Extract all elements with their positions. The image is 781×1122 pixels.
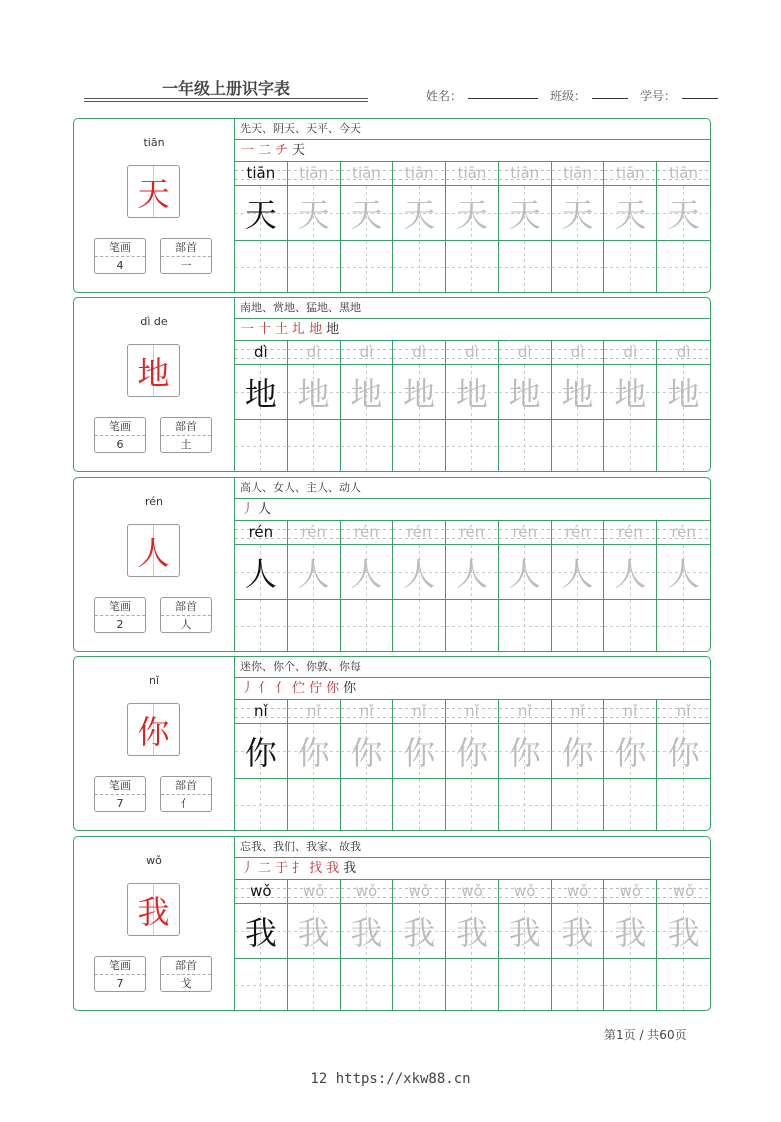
stroke-step: 二 xyxy=(258,143,274,158)
practice-cell[interactable] xyxy=(393,600,446,652)
practice-area xyxy=(235,837,710,1010)
stroke-step: 于 xyxy=(275,861,291,876)
practice-cell[interactable] xyxy=(235,600,288,652)
char-pinyin: dì de xyxy=(140,315,168,328)
stroke-step: 我 xyxy=(343,861,359,876)
pinyin-cell: tiān xyxy=(499,162,552,185)
pinyin-cell: tiān xyxy=(446,162,499,185)
trace-char-cell: 地 xyxy=(604,365,657,419)
practice-cell[interactable] xyxy=(552,779,605,831)
practice-cell[interactable] xyxy=(288,779,341,831)
stroke-count-box xyxy=(94,238,146,274)
radical-value: 戈 xyxy=(180,977,192,990)
title-underline xyxy=(84,98,368,99)
name-label: 姓名： xyxy=(426,89,463,103)
stroke-count-box xyxy=(94,597,146,633)
source-url: 12 https://xkw88.cn xyxy=(310,1071,471,1087)
practice-cell[interactable] xyxy=(288,241,341,293)
stroke-order xyxy=(235,499,710,521)
radical-box xyxy=(160,417,212,453)
practice-cell[interactable] xyxy=(341,600,394,652)
word-list: 南地、赏地、猛地、黑地 xyxy=(235,298,710,319)
pinyin-cell: wǒ xyxy=(393,880,446,903)
practice-cell[interactable] xyxy=(657,779,710,831)
char-card xyxy=(73,836,711,1011)
radical-box xyxy=(160,956,212,992)
char-box xyxy=(127,883,180,936)
pinyin-cell: rén xyxy=(499,521,552,544)
pinyin-cell: wǒ xyxy=(341,880,394,903)
stroke-step: チ xyxy=(275,143,291,158)
trace-char-cell: 我 xyxy=(552,904,605,958)
blank-row xyxy=(235,241,710,293)
char-box xyxy=(127,524,180,577)
stroke-count-value: 4 xyxy=(116,259,124,272)
pinyin-cell: dì xyxy=(235,341,288,364)
practice-cell[interactable] xyxy=(446,600,499,652)
char-row xyxy=(235,365,710,420)
char-large: 你 xyxy=(137,712,170,751)
trace-char-cell: 天 xyxy=(288,186,341,240)
radical-value: 一 xyxy=(180,259,192,272)
pinyin-cell: rén xyxy=(604,521,657,544)
stroke-step: 二 xyxy=(258,861,274,876)
pinyin-cell: wǒ xyxy=(235,880,288,903)
trace-char-cell: 天 xyxy=(341,186,394,240)
pinyin-cell: tiān xyxy=(341,162,394,185)
char-info xyxy=(74,837,235,1010)
stroke-count-box xyxy=(94,776,146,812)
trace-char-cell: 你 xyxy=(552,724,605,778)
practice-cell[interactable] xyxy=(446,779,499,831)
pinyin-row xyxy=(235,341,710,365)
pinyin-cell: tiān xyxy=(604,162,657,185)
practice-cell[interactable] xyxy=(552,600,605,652)
radical-box xyxy=(160,597,212,633)
char-box xyxy=(127,344,180,397)
practice-area xyxy=(235,119,710,292)
char-large: 人 xyxy=(137,533,170,572)
trace-char-cell: 天 xyxy=(657,186,710,240)
practice-cell[interactable] xyxy=(499,959,552,1011)
radical-value: 土 xyxy=(180,438,192,451)
stroke-count-label: 笔画 xyxy=(95,777,145,795)
radical-value: 亻 xyxy=(180,797,192,810)
char-pinyin: wǒ xyxy=(146,854,162,867)
practice-cell[interactable] xyxy=(604,241,657,293)
char-pinyin: rén xyxy=(144,495,164,508)
practice-cell[interactable] xyxy=(499,420,552,472)
pinyin-row xyxy=(235,521,710,545)
stroke-count-label: 笔画 xyxy=(95,957,145,975)
word-list: 先天、阴天、天平、今天 xyxy=(235,119,710,140)
practice-cell[interactable] xyxy=(235,420,288,472)
char-box xyxy=(127,703,180,756)
practice-cell[interactable] xyxy=(393,779,446,831)
practice-cell[interactable] xyxy=(393,420,446,472)
blank-row xyxy=(235,959,710,1011)
stroke-step: 你 xyxy=(343,681,359,696)
model-char-cell: 天 xyxy=(235,186,288,240)
trace-char-cell: 人 xyxy=(341,545,394,599)
practice-cell[interactable] xyxy=(657,600,710,652)
stroke-count-label: 笔画 xyxy=(95,239,145,257)
stroke-step: 一 xyxy=(241,322,257,337)
char-pinyin: tiān xyxy=(143,136,165,149)
pinyin-cell: nǐ xyxy=(235,700,288,723)
trace-char-cell: 地 xyxy=(393,365,446,419)
trace-char-cell: 天 xyxy=(499,186,552,240)
practice-cell[interactable] xyxy=(499,600,552,652)
word-list: 忘我、我们、我家、故我 xyxy=(235,837,710,858)
practice-area xyxy=(235,657,710,830)
trace-char-cell: 我 xyxy=(288,904,341,958)
stroke-step: 找 xyxy=(309,861,325,876)
id-field[interactable] xyxy=(682,87,718,99)
stroke-step: 地 xyxy=(326,322,342,337)
trace-char-cell: 你 xyxy=(446,724,499,778)
student-info xyxy=(426,87,718,104)
char-row xyxy=(235,904,710,959)
trace-char-cell: 你 xyxy=(499,724,552,778)
practice-cell[interactable] xyxy=(288,959,341,1011)
pinyin-cell: tiān xyxy=(657,162,710,185)
pinyin-cell: dì xyxy=(393,341,446,364)
pinyin-cell: rén xyxy=(446,521,499,544)
practice-cell[interactable] xyxy=(341,241,394,293)
stroke-order xyxy=(235,678,710,700)
trace-char-cell: 我 xyxy=(657,904,710,958)
class-field[interactable] xyxy=(592,87,628,99)
stroke-step: 丿 xyxy=(241,681,257,696)
char-info xyxy=(74,478,235,651)
trace-char-cell: 我 xyxy=(341,904,394,958)
radical-label: 部首 xyxy=(161,418,211,436)
practice-cell[interactable] xyxy=(604,420,657,472)
practice-cell[interactable] xyxy=(341,779,394,831)
stroke-count-label: 笔画 xyxy=(95,418,145,436)
stroke-step: 一 xyxy=(241,143,257,158)
pinyin-cell: dì xyxy=(657,341,710,364)
radical-value: 人 xyxy=(180,618,192,631)
practice-cell[interactable] xyxy=(604,779,657,831)
stroke-step: 地 xyxy=(309,322,325,337)
trace-char-cell: 人 xyxy=(446,545,499,599)
practice-cell[interactable] xyxy=(499,241,552,293)
trace-char-cell: 地 xyxy=(288,365,341,419)
char-card xyxy=(73,477,711,652)
pinyin-cell: rén xyxy=(552,521,605,544)
char-large: 我 xyxy=(137,892,170,931)
pinyin-cell: nǐ xyxy=(552,700,605,723)
model-char-cell: 我 xyxy=(235,904,288,958)
radical-box xyxy=(160,776,212,812)
stroke-step: 十 xyxy=(258,322,274,337)
char-large: 地 xyxy=(137,353,170,392)
practice-cell[interactable] xyxy=(657,241,710,293)
practice-cell[interactable] xyxy=(446,241,499,293)
pinyin-cell: wǒ xyxy=(288,880,341,903)
model-char-cell: 你 xyxy=(235,724,288,778)
radical-label: 部首 xyxy=(161,239,211,257)
practice-cell[interactable] xyxy=(657,420,710,472)
pinyin-cell: nǐ xyxy=(604,700,657,723)
pinyin-cell: dì xyxy=(288,341,341,364)
char-info xyxy=(74,119,235,292)
trace-char-cell: 我 xyxy=(604,904,657,958)
pinyin-cell: dì xyxy=(341,341,394,364)
stroke-step: 土 xyxy=(275,322,291,337)
trace-char-cell: 我 xyxy=(393,904,446,958)
stroke-step: 亻 xyxy=(258,681,274,696)
pinyin-cell: nǐ xyxy=(393,700,446,723)
word-list: 高人、女人、主人、动人 xyxy=(235,478,710,499)
trace-char-cell: 我 xyxy=(446,904,499,958)
stroke-count-value: 6 xyxy=(116,438,124,451)
trace-char-cell: 你 xyxy=(341,724,394,778)
pinyin-cell: tiān xyxy=(288,162,341,185)
practice-cell[interactable] xyxy=(446,420,499,472)
stroke-step: 佇 xyxy=(309,681,325,696)
pinyin-cell: rén xyxy=(657,521,710,544)
stroke-step: 你 xyxy=(326,681,342,696)
practice-area xyxy=(235,298,710,471)
char-card xyxy=(73,297,711,472)
stroke-step: 丿 xyxy=(241,502,257,517)
pinyin-row xyxy=(235,700,710,724)
name-field[interactable] xyxy=(468,87,538,99)
pinyin-cell: wǒ xyxy=(446,880,499,903)
stroke-count-value: 7 xyxy=(116,977,124,990)
class-label: 班级： xyxy=(550,89,587,103)
stroke-count-label: 笔画 xyxy=(95,598,145,616)
trace-char-cell: 你 xyxy=(288,724,341,778)
page-title: 一年级上册识字表 xyxy=(161,79,290,98)
trace-char-cell: 地 xyxy=(552,365,605,419)
char-row xyxy=(235,186,710,241)
pinyin-cell: wǒ xyxy=(604,880,657,903)
trace-char-cell: 地 xyxy=(341,365,394,419)
pinyin-cell: dì xyxy=(552,341,605,364)
practice-cell[interactable] xyxy=(235,241,288,293)
practice-cell[interactable] xyxy=(393,241,446,293)
pinyin-cell: nǐ xyxy=(446,700,499,723)
stroke-count-box xyxy=(94,417,146,453)
trace-char-cell: 你 xyxy=(657,724,710,778)
trace-char-cell: 天 xyxy=(604,186,657,240)
stroke-count-box xyxy=(94,956,146,992)
page-number: 第1页 / 共60页 xyxy=(604,1028,687,1042)
radical-label: 部首 xyxy=(161,957,211,975)
trace-char-cell: 人 xyxy=(499,545,552,599)
stroke-step: 扌 xyxy=(292,861,308,876)
trace-char-cell: 地 xyxy=(446,365,499,419)
char-row xyxy=(235,724,710,779)
stroke-step: 天 xyxy=(292,143,308,158)
char-box xyxy=(127,165,180,218)
model-char-cell: 人 xyxy=(235,545,288,599)
pinyin-cell: tiān xyxy=(235,162,288,185)
trace-char-cell: 地 xyxy=(499,365,552,419)
trace-char-cell: 人 xyxy=(393,545,446,599)
pinyin-row xyxy=(235,880,710,904)
pinyin-cell: wǒ xyxy=(657,880,710,903)
title-underline xyxy=(84,101,368,102)
char-info xyxy=(74,657,235,830)
trace-char-cell: 地 xyxy=(657,365,710,419)
trace-char-cell: 人 xyxy=(288,545,341,599)
stroke-order xyxy=(235,858,710,880)
trace-char-cell: 你 xyxy=(393,724,446,778)
trace-char-cell: 人 xyxy=(604,545,657,599)
radical-label: 部首 xyxy=(161,598,211,616)
char-card xyxy=(73,118,711,293)
stroke-step: 人 xyxy=(258,502,274,517)
practice-cell[interactable] xyxy=(604,600,657,652)
char-row xyxy=(235,545,710,600)
stroke-step: 亻 xyxy=(275,681,291,696)
model-char-cell: 地 xyxy=(235,365,288,419)
pinyin-cell: wǒ xyxy=(499,880,552,903)
practice-cell[interactable] xyxy=(552,241,605,293)
char-info xyxy=(74,298,235,471)
stroke-order xyxy=(235,140,710,162)
pinyin-cell: rén xyxy=(235,521,288,544)
pinyin-cell: rén xyxy=(341,521,394,544)
practice-cell[interactable] xyxy=(288,420,341,472)
practice-cell[interactable] xyxy=(341,420,394,472)
trace-char-cell: 你 xyxy=(604,724,657,778)
practice-cell[interactable] xyxy=(499,779,552,831)
pinyin-cell: dì xyxy=(446,341,499,364)
stroke-order xyxy=(235,319,710,341)
stroke-step: 伫 xyxy=(292,681,308,696)
char-card xyxy=(73,656,711,831)
pinyin-cell: nǐ xyxy=(499,700,552,723)
stroke-count-value: 2 xyxy=(116,618,124,631)
practice-cell[interactable] xyxy=(288,600,341,652)
trace-char-cell: 人 xyxy=(552,545,605,599)
pinyin-cell: rén xyxy=(393,521,446,544)
pinyin-cell: nǐ xyxy=(288,700,341,723)
pinyin-cell: tiān xyxy=(552,162,605,185)
trace-char-cell: 天 xyxy=(446,186,499,240)
pinyin-cell: tiān xyxy=(393,162,446,185)
practice-area xyxy=(235,478,710,651)
practice-cell[interactable] xyxy=(604,959,657,1011)
pinyin-cell: nǐ xyxy=(657,700,710,723)
char-pinyin: nǐ xyxy=(148,674,160,687)
stroke-step: 我 xyxy=(326,861,342,876)
practice-cell[interactable] xyxy=(552,420,605,472)
trace-char-cell: 天 xyxy=(393,186,446,240)
trace-char-cell: 我 xyxy=(499,904,552,958)
practice-cell[interactable] xyxy=(393,959,446,1011)
practice-cell[interactable] xyxy=(235,779,288,831)
pinyin-cell: wǒ xyxy=(552,880,605,903)
radical-box xyxy=(160,238,212,274)
blank-row xyxy=(235,779,710,831)
radical-label: 部首 xyxy=(161,777,211,795)
word-list: 迷你、你个、你敦、你每 xyxy=(235,657,710,678)
practice-cell[interactable] xyxy=(235,959,288,1011)
practice-cell[interactable] xyxy=(341,959,394,1011)
practice-cell[interactable] xyxy=(446,959,499,1011)
practice-cell[interactable] xyxy=(657,959,710,1011)
pinyin-cell: nǐ xyxy=(341,700,394,723)
trace-char-cell: 人 xyxy=(657,545,710,599)
pinyin-cell: rén xyxy=(288,521,341,544)
blank-row xyxy=(235,420,710,472)
pinyin-cell: dì xyxy=(499,341,552,364)
trace-char-cell: 天 xyxy=(552,186,605,240)
stroke-step: 圠 xyxy=(292,322,308,337)
char-large: 天 xyxy=(137,174,170,213)
stroke-step: 丿 xyxy=(241,861,257,876)
practice-cell[interactable] xyxy=(552,959,605,1011)
pinyin-cell: dì xyxy=(604,341,657,364)
pinyin-row xyxy=(235,162,710,186)
id-label: 学号： xyxy=(640,89,677,103)
blank-row xyxy=(235,600,710,652)
stroke-count-value: 7 xyxy=(116,797,124,810)
